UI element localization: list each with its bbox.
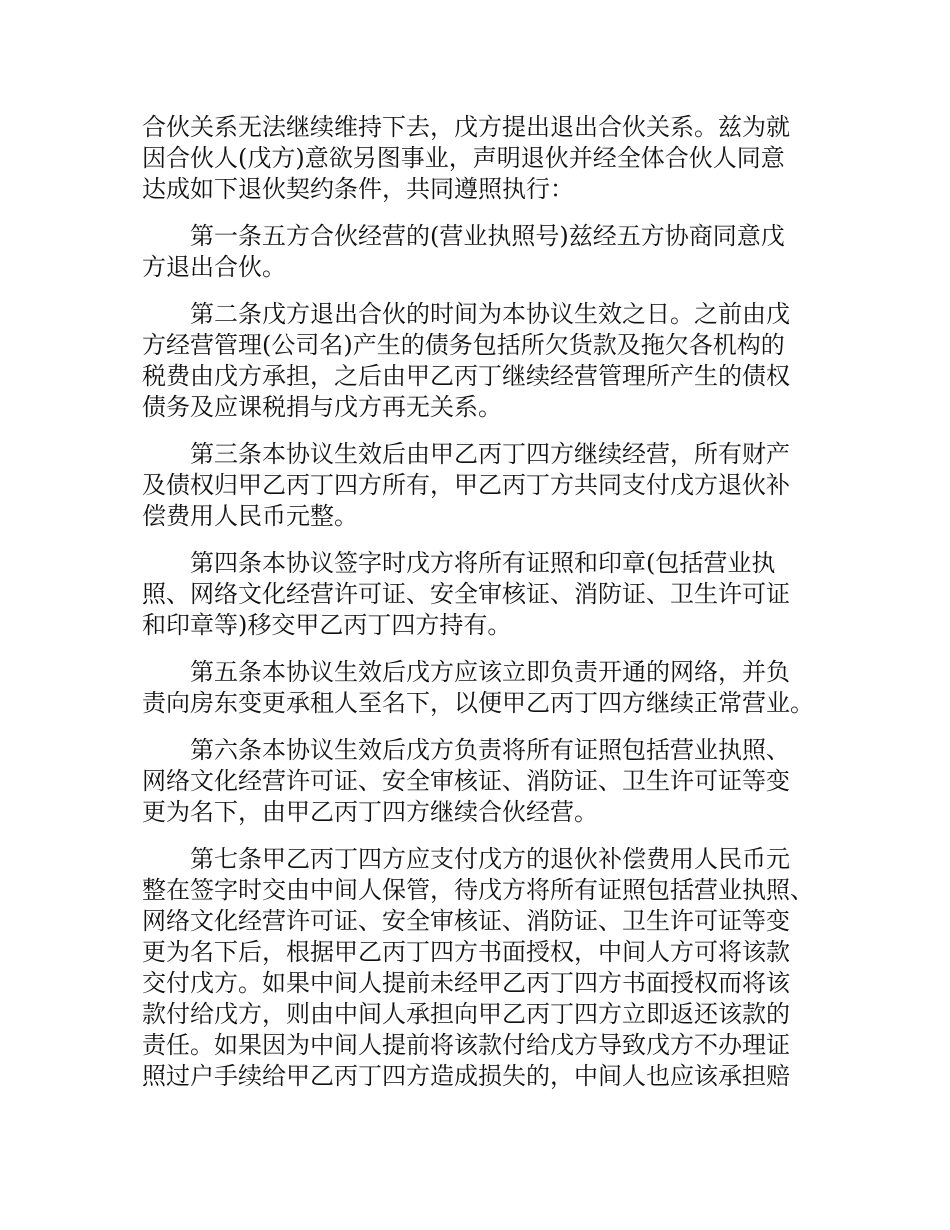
article-1-paragraph: 第一条五方合伙经营的(营业执照号)兹经五方协商同意戊 方退出合伙。 [142, 222, 785, 281]
document-body [142, 112, 822, 1108]
intro-paragraph: 合伙关系无法继续维持下去，戊方提出退出合伙关系。兹为就 因合伙人(戊方)意欲另图事业，声明退伙并经全体合伙人同意 达成如下退伙契约条件，共同遵照执行： [142, 113, 790, 203]
article-2-paragraph: 第二条戊方退出合伙的时间为本协议生效之日。之前由戊 方经营管理(公司名)产生的债务包括所欠货款及拖欠各机构的 税费由戊方承担，之后由甲乙丙丁继续经营管理所产生的债权 债务及应课税捐与戊方再无关系。 [142, 300, 790, 421]
article-7-paragraph: 第七条甲乙丙丁四方应支付戊方的退伙补偿费用人民币元 整在签字时交由中间人保管，待戊方将所有证照包括营业执照、 网络文化经营许可证、安全审核证、消防证、卫生许可证等变 更为名下后，根据甲乙丙丁四方书面授权，中间人方可将该款 交付戊方。如果中间人提前未经甲乙丙丁四方书面授权而将该 款付给戊方，则由中间人承担向甲乙丙丁四方立即返还该款的 责任。如果因为中间人提前将该款付给戊方导致戊方不办理证 照过户手续给甲乙丙丁四方造成损失的，中间人也应该承担赔 [142, 845, 814, 1090]
article-6-paragraph: 第六条本协议生效后戊方负责将所有证照包括营业执照、 网络文化经营许可证、安全审核证、消防证、卫生许可证等变 更为名下，由甲乙丙丁四方继续合伙经营。 [142, 736, 790, 826]
article-4-paragraph: 第四条本协议签字时戊方将所有证照和印章(包括营业执 照、网络文化经营许可证、安全审核证、消防证、卫生许可证 和印章等)移交甲乙丙丁四方持有。 [142, 549, 790, 639]
article-5-paragraph: 第五条本协议生效后戊方应该立即负责开通的网络，并负 责向房东变更承租人至名下，以便甲乙丙丁四方继续正常营业。 [142, 658, 814, 717]
article-3-paragraph: 第三条本协议生效后由甲乙丙丁四方继续经营，所有财产 及债权归甲乙丙丁四方所有，甲乙丙丁方共同支付戊方退伙补 偿费用人民币元整。 [142, 440, 790, 530]
